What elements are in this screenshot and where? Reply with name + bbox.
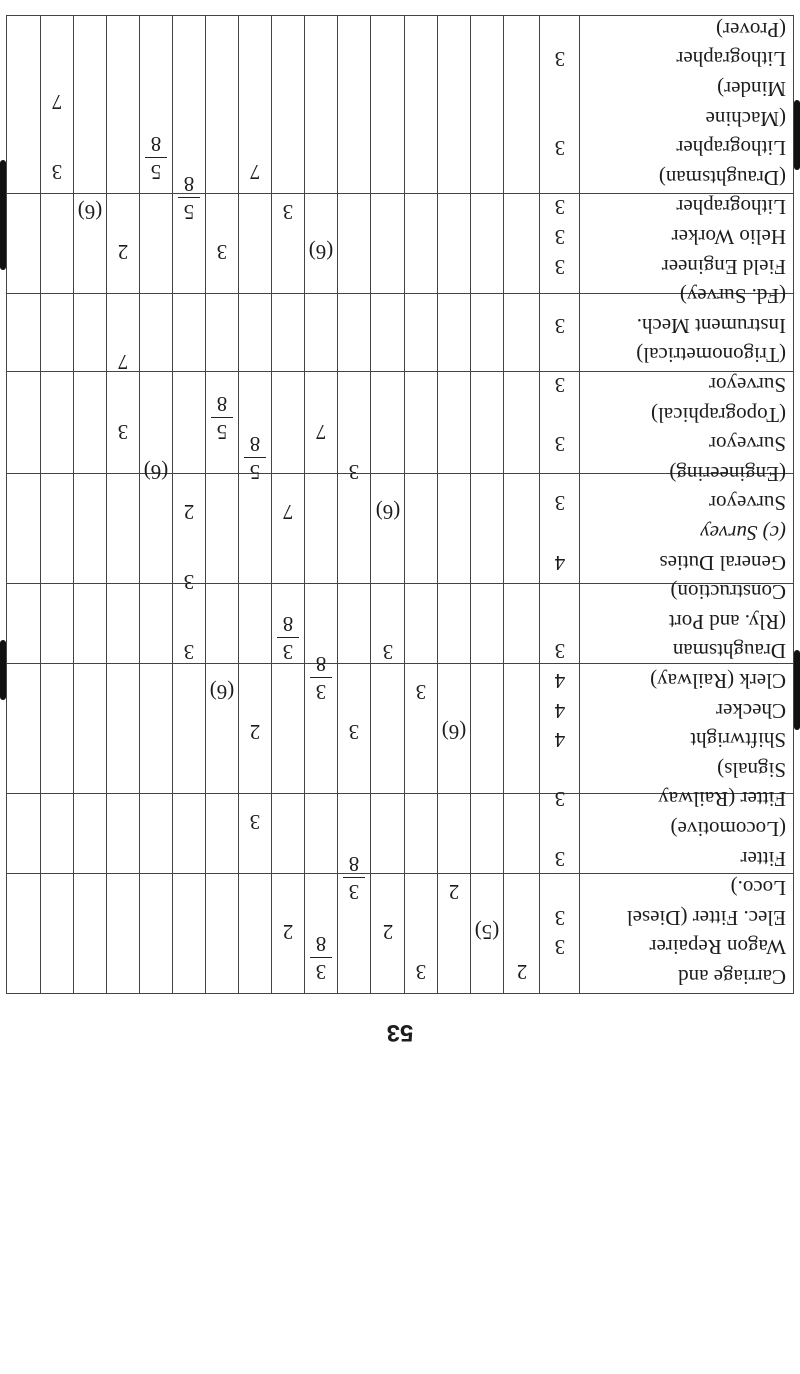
trade-table xyxy=(6,16,794,994)
grade-value: (6) xyxy=(375,500,401,524)
job-title: (c) Survey xyxy=(700,521,786,545)
grade-number: 3 xyxy=(554,787,566,812)
job-title: Lithographer xyxy=(676,47,786,72)
fraction-bar xyxy=(211,417,233,418)
grade-number: 3 xyxy=(554,491,566,516)
grade-value-denominator: 8 xyxy=(315,652,327,676)
fraction-bar xyxy=(178,197,200,198)
grade-value: 2 xyxy=(282,920,294,944)
job-title: (Draughtsman) xyxy=(658,165,786,190)
grade-value: 3 xyxy=(282,640,294,664)
job-title: Elec. Fitter (Diesel xyxy=(626,905,786,930)
grade-value: 7 xyxy=(282,500,294,524)
job-title: (Fd. Survey) xyxy=(679,284,786,309)
braced-value: 3 xyxy=(249,810,261,834)
job-title: Field Engineer xyxy=(661,254,786,279)
grade-value: 3 xyxy=(382,640,394,664)
job-title: General Duties xyxy=(659,550,786,575)
braced-value: 7 xyxy=(117,350,129,374)
job-title: Clerk (Railway) xyxy=(650,669,786,693)
grade-value-denominator: 8 xyxy=(249,432,261,456)
grade-value: 3 xyxy=(117,420,129,444)
grade-value: 3 xyxy=(348,460,360,484)
fraction-bar xyxy=(244,457,266,458)
grade-value: 2 xyxy=(448,880,460,904)
grade-value: 3 xyxy=(51,160,63,184)
job-title: Lithographer xyxy=(676,195,786,220)
grade-number: 3 xyxy=(554,373,566,397)
grade-value: 3 xyxy=(348,720,360,744)
grade-value: (6) xyxy=(441,720,467,744)
job-title: (Rly. and Port xyxy=(668,609,786,634)
job-title: Signals) xyxy=(717,757,786,782)
grade-value: 3 xyxy=(415,960,427,984)
grade-number: 4 xyxy=(554,669,566,693)
fraction-bar xyxy=(145,157,167,158)
grade-value: 2 xyxy=(516,960,528,984)
grade-value: (6) xyxy=(308,240,334,264)
job-title: Construction) xyxy=(670,580,786,605)
grade-value: 3 xyxy=(282,200,294,224)
grade-value: 3 xyxy=(415,680,427,704)
grade-value: 3 xyxy=(183,640,195,664)
grade-value-denominator: 8 xyxy=(150,132,162,156)
grade-value: 5 xyxy=(183,200,195,224)
braced-value: 3 xyxy=(183,570,195,594)
job-title: Surveyor xyxy=(709,373,786,397)
job-title: (Locomotive) xyxy=(670,817,786,841)
grade-value: 5 xyxy=(216,420,228,444)
job-title: (Machine xyxy=(705,106,786,131)
grade-value: 3 xyxy=(216,240,228,264)
grade-value: 5 xyxy=(249,460,261,484)
grade-value: (6) xyxy=(77,200,103,224)
grade-value: (5) xyxy=(474,920,500,944)
grade-value-denominator: 8 xyxy=(282,612,294,636)
grade-number: 3 xyxy=(554,846,566,871)
job-title: Wagon Repairer xyxy=(649,935,786,960)
job-title: Fitter (Railway xyxy=(658,787,786,812)
grade-value: 3 xyxy=(315,960,327,984)
grade-number: 4 xyxy=(554,698,566,723)
grade-number: 4 xyxy=(554,728,566,753)
grade-value: 2 xyxy=(249,720,261,744)
grade-value: 7 xyxy=(315,420,327,444)
job-title: Heliо Worker xyxy=(671,225,786,249)
grade-value-denominator: 8 xyxy=(315,932,327,956)
grade-value: 3 xyxy=(348,880,360,904)
grade-value-denominator: 8 xyxy=(348,852,360,876)
job-title: Surveyor xyxy=(709,491,786,516)
job-title: Carriage and xyxy=(678,965,786,989)
grade-value: 2 xyxy=(117,240,129,264)
job-title: Minder) xyxy=(717,77,786,101)
job-title: Checker xyxy=(716,698,786,723)
grade-number: 3 xyxy=(554,225,566,249)
grade-number: 3 xyxy=(554,432,566,457)
job-title: Instrument Mech. xyxy=(636,313,786,338)
job-title: (Engineering) xyxy=(669,461,786,486)
job-title: (Topographical) xyxy=(651,402,786,427)
job-title: Loco.) xyxy=(730,876,786,901)
grade-value: 2 xyxy=(183,500,195,524)
grade-number: 3 xyxy=(554,313,566,338)
grade-value-denominator: 8 xyxy=(183,172,195,196)
grade-value: 5 xyxy=(150,160,162,184)
fraction-bar xyxy=(310,957,332,958)
grade-number: 3 xyxy=(554,136,566,161)
grade-number: 3 xyxy=(554,47,566,72)
fraction-bar xyxy=(310,677,332,678)
grade-value: 3 xyxy=(315,680,327,704)
grade-number: 3 xyxy=(554,639,566,664)
job-title: (Trigonometrical) xyxy=(636,343,786,368)
grade-number: 4 xyxy=(554,550,566,575)
grade-value: 7 xyxy=(249,160,261,184)
job-title: Draughtsman xyxy=(672,639,786,664)
grade-number: 3 xyxy=(554,254,566,279)
fraction-bar xyxy=(343,877,365,878)
grade-value: 2 xyxy=(382,920,394,944)
job-title: Lithographer xyxy=(676,136,786,161)
grade-number: 3 xyxy=(554,935,566,960)
grade-value: (6) xyxy=(143,460,169,484)
grade-value: (6) xyxy=(209,680,235,704)
job-title: Surveyor xyxy=(709,432,786,457)
grade-number: 3 xyxy=(554,195,566,220)
job-title: Fitter xyxy=(740,846,786,871)
job-title: Shiftwright xyxy=(690,728,786,753)
job-title: (Prover) xyxy=(716,17,786,42)
page-number: 53 xyxy=(386,1019,414,1046)
braced-value: 7 xyxy=(51,90,63,114)
grade-value-denominator: 8 xyxy=(216,392,228,416)
fraction-bar xyxy=(277,637,299,638)
grade-number: 3 xyxy=(554,905,566,930)
